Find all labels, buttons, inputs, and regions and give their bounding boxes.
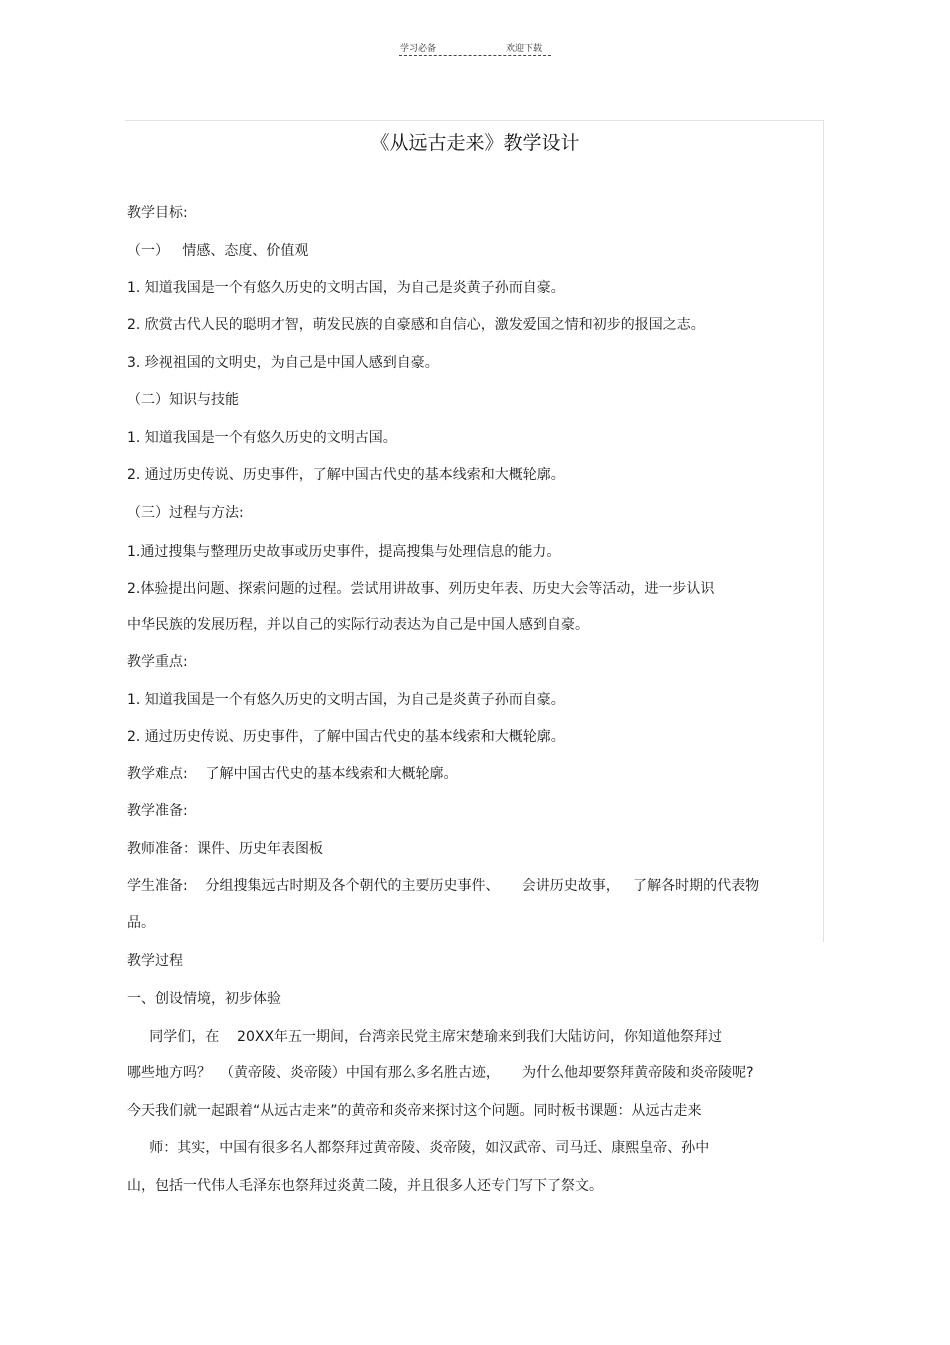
paragraph-line: 品。 [127, 915, 155, 931]
section-heading-preparation: 教学准备: [127, 803, 188, 819]
paragraph-line: 1. 知道我国是一个有悠久历史的文明古国，为自己是炎黄子孙而自豪。 [127, 692, 565, 708]
page-header [0, 38, 950, 58]
paragraph-line: 1.通过搜集与整理历史故事或历史事件，提高搜集与处理信息的能力。 [127, 544, 561, 560]
paragraph-line: 今天我们就一起跟着“从远古走来”的黄帝和炎帝来探讨这个问题。同时板书课题：从远古走来 [127, 1103, 702, 1119]
section-heading-objectives: 教学目标: [127, 205, 188, 221]
section-heading-procedure: 教学过程 [127, 953, 183, 969]
frame-right-border [823, 120, 824, 942]
header-rule [399, 55, 551, 56]
header-left-text: 学习必备 [400, 44, 437, 54]
paragraph-line: 中华民族的发展历程，并以自己的实际行动表达为自己是中国人感到自豪。 [127, 617, 589, 633]
paragraph-line: 2. 通过历史传说、历史事件，了解中国古代史的基本线索和大概轮廓。 [127, 467, 565, 483]
paragraph-line: 2. 通过历史传说、历史事件，了解中国古代史的基本线索和大概轮廓。 [127, 729, 565, 745]
paragraph-line: 哪些地方吗？ （黄帝陵、炎帝陵）中国有那么多名胜古迹， 为什么他却要祭拜黄帝陵和炎帝陵呢? [127, 1065, 754, 1081]
subheading-situation: 一、创设情境，初步体验 [127, 991, 281, 1007]
paragraph-line: 1. 知道我国是一个有悠久历史的文明古国。 [127, 430, 397, 446]
paragraph-line: 教师准备：课件、历史年表图板 [127, 841, 323, 857]
paragraph-line: 2.体验提出问题、探索问题的过程。尝试用讲故事、列历史年表、历史大会等活动，进一步认识 [127, 581, 715, 597]
paragraph-line: 师：其实，中国有很多名人都祭拜过黄帝陵、炎帝陵，如汉武帝、司马迁、康熙皇帝、孙中 [127, 1140, 710, 1156]
header-right-text: 欢迎下载 [506, 44, 543, 54]
subheading-knowledge: （二）知识与技能 [127, 392, 239, 408]
section-heading-difficulties: 教学难点: 了解中国古代史的基本线索和大概轮廓。 [127, 766, 458, 782]
paragraph-line: 山，包括一代伟人毛泽东也祭拜过炎黄二陵，并且很多人还专门写下了祭文。 [127, 1178, 603, 1194]
paragraph-line: 2. 欣赏古代人民的聪明才智，萌发民族的自豪感和自信心，激发爱国之情和初步的报国之志。 [127, 317, 705, 333]
paragraph-line: 同学们，在 20XX年五一期间，台湾亲民党主席宋楚瑜来到我们大陆访问，你知道他祭拜过 [127, 1029, 723, 1045]
subheading-process: （三）过程与方法: [127, 505, 244, 521]
subheading-attitude: （一） 情感、态度、价值观 [127, 243, 309, 259]
paragraph-line: 3. 珍视祖国的文明史，为自己是中国人感到自豪。 [127, 355, 439, 371]
frame-top-border [125, 120, 824, 121]
paragraph-line: 学生准备: 分组搜集远古时期及各个朝代的主要历史事件、 会讲历史故事， 了解各时期的代表物 [127, 878, 760, 894]
section-heading-key-points: 教学重点: [127, 654, 188, 670]
document-title: 《从远古走来》教学设计 [370, 132, 580, 154]
paragraph-line: 1. 知道我国是一个有悠久历史的文明古国，为自己是炎黄子孙而自豪。 [127, 280, 565, 296]
